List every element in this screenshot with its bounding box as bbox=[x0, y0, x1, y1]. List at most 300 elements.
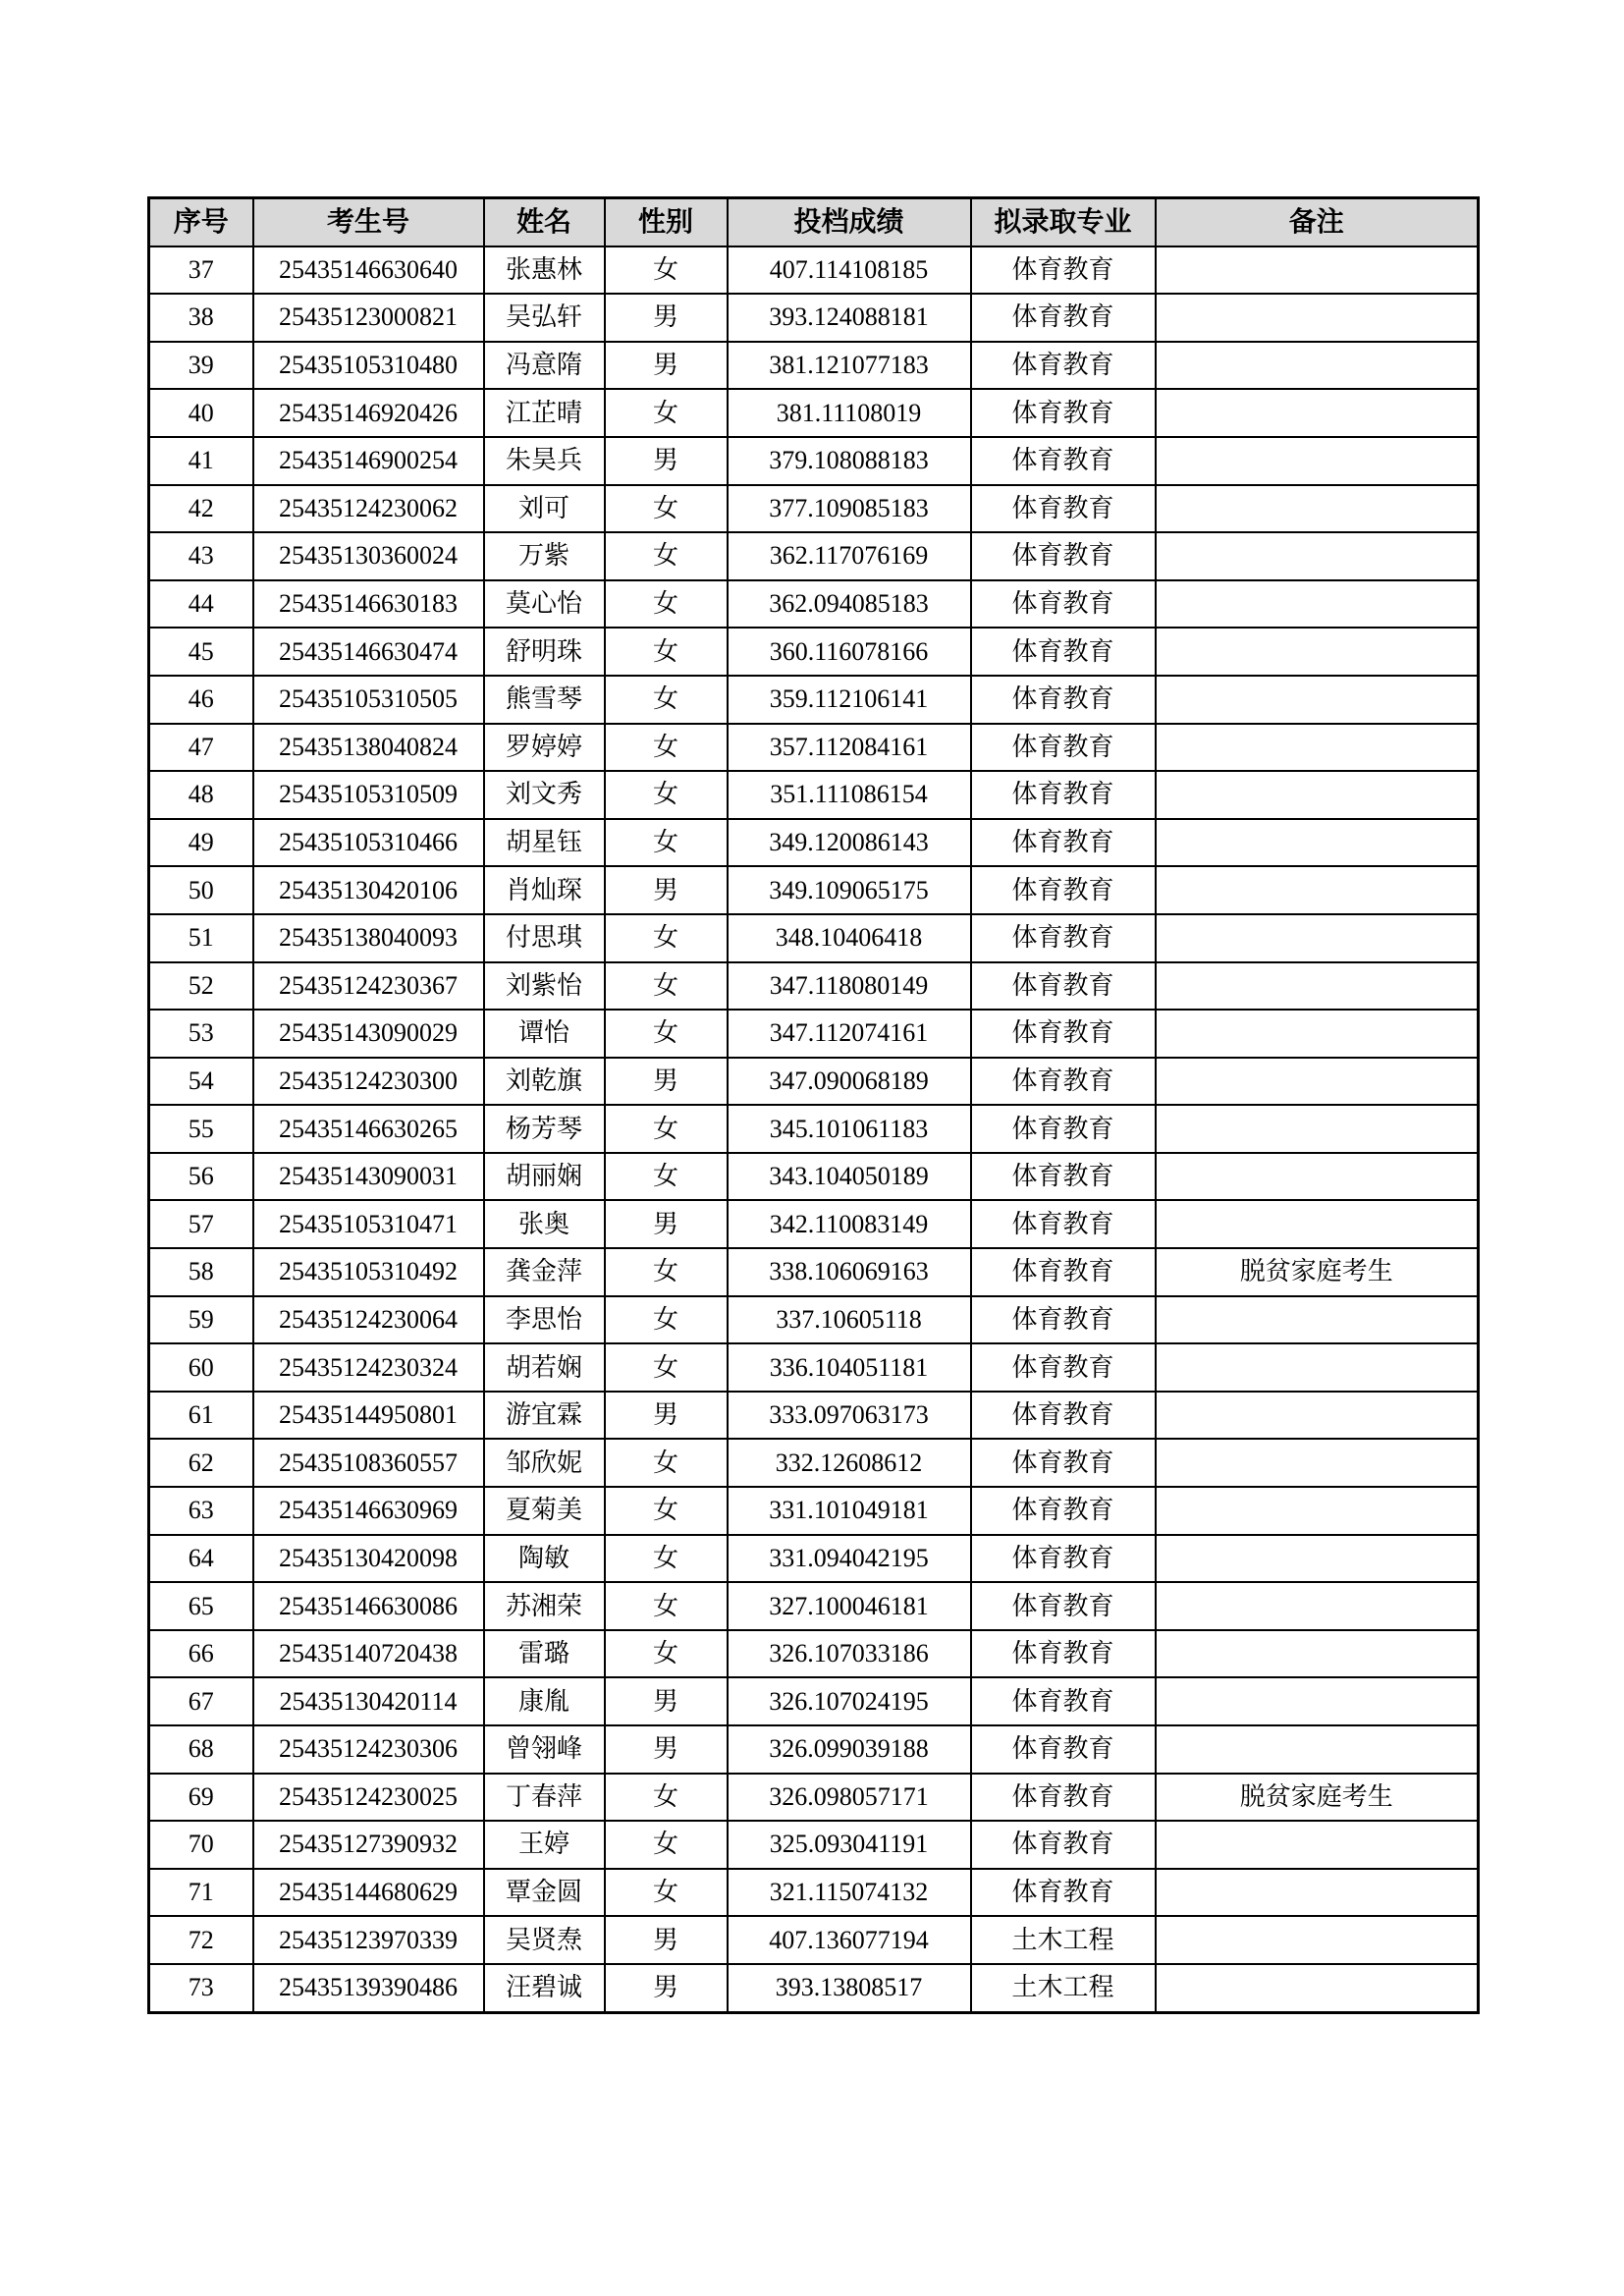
table-row bbox=[149, 1869, 1479, 1917]
cell-seq: 48 bbox=[149, 771, 253, 819]
cell-seq: 37 bbox=[149, 246, 253, 295]
cell-score: 342.110083149 bbox=[728, 1200, 971, 1248]
cell-gender: 女 bbox=[605, 485, 728, 533]
cell-score: 345.101061183 bbox=[728, 1105, 971, 1153]
cell-score: 347.112074161 bbox=[728, 1010, 971, 1058]
cell-exam-id: 25435105310480 bbox=[253, 342, 484, 390]
cell-seq: 64 bbox=[149, 1535, 253, 1583]
table-row bbox=[149, 1105, 1479, 1153]
header-note: 备注 bbox=[1156, 198, 1479, 246]
cell-major: 体育教育 bbox=[971, 532, 1156, 580]
cell-exam-id: 25435146630474 bbox=[253, 628, 484, 676]
table-row bbox=[149, 1153, 1479, 1201]
cell-note bbox=[1156, 1153, 1479, 1201]
cell-major: 体育教育 bbox=[971, 1821, 1156, 1869]
cell-major: 体育教育 bbox=[971, 1487, 1156, 1535]
table-row bbox=[149, 771, 1479, 819]
cell-seq: 49 bbox=[149, 819, 253, 867]
cell-major: 体育教育 bbox=[971, 1058, 1156, 1106]
cell-score: 336.104051181 bbox=[728, 1343, 971, 1392]
header-major: 拟录取专业 bbox=[971, 198, 1156, 246]
cell-name: 陶敏 bbox=[484, 1535, 605, 1583]
cell-exam-id: 25435124230300 bbox=[253, 1058, 484, 1106]
cell-exam-id: 25435146900254 bbox=[253, 437, 484, 485]
cell-major: 体育教育 bbox=[971, 1630, 1156, 1678]
cell-name: 李思怡 bbox=[484, 1296, 605, 1344]
cell-major: 体育教育 bbox=[971, 866, 1156, 914]
cell-exam-id: 25435130420098 bbox=[253, 1535, 484, 1583]
cell-name: 舒明珠 bbox=[484, 628, 605, 676]
cell-name: 朱昊兵 bbox=[484, 437, 605, 485]
cell-note bbox=[1156, 437, 1479, 485]
cell-major: 体育教育 bbox=[971, 962, 1156, 1011]
cell-major: 体育教育 bbox=[971, 437, 1156, 485]
cell-exam-id: 25435138040824 bbox=[253, 724, 484, 772]
cell-name: 万紫 bbox=[484, 532, 605, 580]
cell-name: 张惠林 bbox=[484, 246, 605, 295]
cell-score: 393.13808517 bbox=[728, 1964, 971, 2012]
cell-name: 熊雪琴 bbox=[484, 676, 605, 724]
cell-gender: 男 bbox=[605, 1916, 728, 1964]
cell-major: 体育教育 bbox=[971, 1200, 1156, 1248]
cell-seq: 46 bbox=[149, 676, 253, 724]
cell-exam-id: 25435144680629 bbox=[253, 1869, 484, 1917]
cell-gender: 女 bbox=[605, 1774, 728, 1822]
cell-gender: 男 bbox=[605, 1964, 728, 2012]
cell-score: 333.097063173 bbox=[728, 1392, 971, 1440]
table-row bbox=[149, 914, 1479, 962]
cell-note bbox=[1156, 914, 1479, 962]
cell-name: 雷璐 bbox=[484, 1630, 605, 1678]
table-row bbox=[149, 1487, 1479, 1535]
table-row bbox=[149, 962, 1479, 1011]
cell-gender: 女 bbox=[605, 914, 728, 962]
table-header bbox=[149, 198, 1479, 246]
table-row bbox=[149, 1725, 1479, 1774]
cell-gender: 女 bbox=[605, 1869, 728, 1917]
cell-name: 江芷晴 bbox=[484, 389, 605, 437]
cell-score: 331.101049181 bbox=[728, 1487, 971, 1535]
cell-note bbox=[1156, 1392, 1479, 1440]
cell-seq: 68 bbox=[149, 1725, 253, 1774]
cell-seq: 40 bbox=[149, 389, 253, 437]
cell-exam-id: 25435127390932 bbox=[253, 1821, 484, 1869]
cell-exam-id: 25435130360024 bbox=[253, 532, 484, 580]
cell-exam-id: 25435124230306 bbox=[253, 1725, 484, 1774]
cell-major: 体育教育 bbox=[971, 724, 1156, 772]
cell-gender: 女 bbox=[605, 676, 728, 724]
cell-exam-id: 25435105310466 bbox=[253, 819, 484, 867]
cell-score: 321.115074132 bbox=[728, 1869, 971, 1917]
header-row bbox=[149, 198, 1479, 246]
cell-note bbox=[1156, 1058, 1479, 1106]
cell-name: 胡星钰 bbox=[484, 819, 605, 867]
cell-score: 349.109065175 bbox=[728, 866, 971, 914]
cell-major: 体育教育 bbox=[971, 1105, 1156, 1153]
cell-name: 冯意隋 bbox=[484, 342, 605, 390]
table-row bbox=[149, 485, 1479, 533]
cell-note bbox=[1156, 1343, 1479, 1392]
cell-name: 苏湘荣 bbox=[484, 1582, 605, 1630]
cell-gender: 女 bbox=[605, 1535, 728, 1583]
table-row bbox=[149, 1774, 1479, 1822]
cell-seq: 39 bbox=[149, 342, 253, 390]
cell-name: 胡若娴 bbox=[484, 1343, 605, 1392]
cell-score: 338.106069163 bbox=[728, 1248, 971, 1296]
cell-name: 刘乾旗 bbox=[484, 1058, 605, 1106]
table-row bbox=[149, 1392, 1479, 1440]
cell-major: 体育教育 bbox=[971, 1153, 1156, 1201]
cell-seq: 67 bbox=[149, 1677, 253, 1725]
cell-name: 刘文秀 bbox=[484, 771, 605, 819]
cell-note bbox=[1156, 819, 1479, 867]
cell-seq: 44 bbox=[149, 580, 253, 629]
table-row bbox=[149, 1439, 1479, 1487]
cell-score: 360.116078166 bbox=[728, 628, 971, 676]
cell-major: 体育教育 bbox=[971, 485, 1156, 533]
cell-exam-id: 25435108360557 bbox=[253, 1439, 484, 1487]
cell-major: 体育教育 bbox=[971, 1439, 1156, 1487]
cell-score: 331.094042195 bbox=[728, 1535, 971, 1583]
cell-name: 刘紫怡 bbox=[484, 962, 605, 1011]
cell-name: 丁春萍 bbox=[484, 1774, 605, 1822]
cell-note bbox=[1156, 342, 1479, 390]
table-row bbox=[149, 294, 1479, 342]
cell-major: 体育教育 bbox=[971, 819, 1156, 867]
cell-major: 土木工程 bbox=[971, 1964, 1156, 2012]
cell-major: 体育教育 bbox=[971, 771, 1156, 819]
cell-major: 体育教育 bbox=[971, 1392, 1156, 1440]
table-row bbox=[149, 1200, 1479, 1248]
cell-seq: 58 bbox=[149, 1248, 253, 1296]
cell-name: 曾翎峰 bbox=[484, 1725, 605, 1774]
cell-major: 体育教育 bbox=[971, 580, 1156, 629]
cell-name: 王婷 bbox=[484, 1821, 605, 1869]
cell-score: 357.112084161 bbox=[728, 724, 971, 772]
cell-note bbox=[1156, 676, 1479, 724]
table-row bbox=[149, 1535, 1479, 1583]
cell-score: 326.098057171 bbox=[728, 1774, 971, 1822]
cell-major: 体育教育 bbox=[971, 1343, 1156, 1392]
cell-name: 吴贤焘 bbox=[484, 1916, 605, 1964]
header-gender: 性别 bbox=[605, 198, 728, 246]
table-row bbox=[149, 342, 1479, 390]
cell-major: 体育教育 bbox=[971, 1010, 1156, 1058]
cell-note bbox=[1156, 724, 1479, 772]
cell-name: 罗婷婷 bbox=[484, 724, 605, 772]
cell-score: 326.107024195 bbox=[728, 1677, 971, 1725]
table-row bbox=[149, 676, 1479, 724]
cell-exam-id: 25435146630640 bbox=[253, 246, 484, 295]
cell-note bbox=[1156, 389, 1479, 437]
cell-note bbox=[1156, 1916, 1479, 1964]
cell-note bbox=[1156, 1439, 1479, 1487]
cell-name: 康胤 bbox=[484, 1677, 605, 1725]
cell-note bbox=[1156, 246, 1479, 295]
table-row bbox=[149, 1343, 1479, 1392]
cell-name: 邹欣妮 bbox=[484, 1439, 605, 1487]
cell-seq: 71 bbox=[149, 1869, 253, 1917]
cell-name: 覃金圆 bbox=[484, 1869, 605, 1917]
cell-gender: 男 bbox=[605, 1058, 728, 1106]
table-row bbox=[149, 724, 1479, 772]
cell-name: 龚金萍 bbox=[484, 1248, 605, 1296]
cell-score: 325.093041191 bbox=[728, 1821, 971, 1869]
cell-score: 377.109085183 bbox=[728, 485, 971, 533]
cell-gender: 男 bbox=[605, 342, 728, 390]
cell-note bbox=[1156, 1869, 1479, 1917]
cell-seq: 59 bbox=[149, 1296, 253, 1344]
table-row bbox=[149, 1964, 1479, 2012]
table-row bbox=[149, 437, 1479, 485]
cell-exam-id: 25435123000821 bbox=[253, 294, 484, 342]
cell-seq: 56 bbox=[149, 1153, 253, 1201]
cell-major: 体育教育 bbox=[971, 294, 1156, 342]
table-row bbox=[149, 1630, 1479, 1678]
cell-seq: 69 bbox=[149, 1774, 253, 1822]
cell-major: 体育教育 bbox=[971, 628, 1156, 676]
cell-seq: 62 bbox=[149, 1439, 253, 1487]
cell-seq: 41 bbox=[149, 437, 253, 485]
cell-gender: 男 bbox=[605, 294, 728, 342]
cell-gender: 女 bbox=[605, 1439, 728, 1487]
cell-score: 393.124088181 bbox=[728, 294, 971, 342]
cell-note bbox=[1156, 580, 1479, 629]
cell-name: 刘可 bbox=[484, 485, 605, 533]
cell-seq: 55 bbox=[149, 1105, 253, 1153]
table-row bbox=[149, 1916, 1479, 1964]
cell-gender: 男 bbox=[605, 1200, 728, 1248]
cell-note bbox=[1156, 1964, 1479, 2012]
cell-exam-id: 25435105310505 bbox=[253, 676, 484, 724]
cell-seq: 43 bbox=[149, 532, 253, 580]
cell-gender: 男 bbox=[605, 866, 728, 914]
table-body bbox=[149, 246, 1479, 2012]
cell-exam-id: 25435124230324 bbox=[253, 1343, 484, 1392]
cell-score: 381.11108019 bbox=[728, 389, 971, 437]
table-row bbox=[149, 1582, 1479, 1630]
cell-note bbox=[1156, 1105, 1479, 1153]
cell-exam-id: 25435143090031 bbox=[253, 1153, 484, 1201]
cell-name: 吴弘轩 bbox=[484, 294, 605, 342]
header-seq: 序号 bbox=[149, 198, 253, 246]
cell-seq: 65 bbox=[149, 1582, 253, 1630]
cell-score: 407.114108185 bbox=[728, 246, 971, 295]
cell-major: 体育教育 bbox=[971, 1869, 1156, 1917]
cell-major: 体育教育 bbox=[971, 1677, 1156, 1725]
cell-seq: 45 bbox=[149, 628, 253, 676]
cell-exam-id: 25435139390486 bbox=[253, 1964, 484, 2012]
cell-gender: 女 bbox=[605, 246, 728, 295]
cell-exam-id: 25435105310492 bbox=[253, 1248, 484, 1296]
cell-gender: 女 bbox=[605, 1487, 728, 1535]
cell-note bbox=[1156, 1677, 1479, 1725]
cell-score: 359.112106141 bbox=[728, 676, 971, 724]
cell-gender: 女 bbox=[605, 532, 728, 580]
cell-seq: 70 bbox=[149, 1821, 253, 1869]
cell-name: 张奥 bbox=[484, 1200, 605, 1248]
cell-note bbox=[1156, 1200, 1479, 1248]
cell-gender: 女 bbox=[605, 580, 728, 629]
cell-seq: 60 bbox=[149, 1343, 253, 1392]
cell-major: 体育教育 bbox=[971, 1248, 1156, 1296]
cell-seq: 72 bbox=[149, 1916, 253, 1964]
cell-name: 莫心怡 bbox=[484, 580, 605, 629]
cell-name: 游宜霖 bbox=[484, 1392, 605, 1440]
cell-seq: 52 bbox=[149, 962, 253, 1011]
table-row bbox=[149, 580, 1479, 629]
cell-name: 杨芳琴 bbox=[484, 1105, 605, 1153]
cell-exam-id: 25435146630086 bbox=[253, 1582, 484, 1630]
cell-exam-id: 25435144950801 bbox=[253, 1392, 484, 1440]
cell-note: 脱贫家庭考生 bbox=[1156, 1774, 1479, 1822]
cell-gender: 女 bbox=[605, 1821, 728, 1869]
cell-score: 347.118080149 bbox=[728, 962, 971, 1011]
table-row bbox=[149, 819, 1479, 867]
cell-exam-id: 25435138040093 bbox=[253, 914, 484, 962]
cell-exam-id: 25435124230064 bbox=[253, 1296, 484, 1344]
cell-seq: 73 bbox=[149, 1964, 253, 2012]
cell-gender: 女 bbox=[605, 1010, 728, 1058]
cell-major: 体育教育 bbox=[971, 246, 1156, 295]
cell-name: 谭怡 bbox=[484, 1010, 605, 1058]
cell-score: 347.090068189 bbox=[728, 1058, 971, 1106]
cell-exam-id: 25435124230367 bbox=[253, 962, 484, 1011]
cell-exam-id: 25435146630969 bbox=[253, 1487, 484, 1535]
cell-name: 夏菊美 bbox=[484, 1487, 605, 1535]
cell-score: 362.117076169 bbox=[728, 532, 971, 580]
table-row bbox=[149, 1248, 1479, 1296]
cell-name: 汪碧诚 bbox=[484, 1964, 605, 2012]
cell-seq: 51 bbox=[149, 914, 253, 962]
cell-major: 体育教育 bbox=[971, 1725, 1156, 1774]
cell-gender: 女 bbox=[605, 1105, 728, 1153]
cell-seq: 38 bbox=[149, 294, 253, 342]
cell-note bbox=[1156, 1821, 1479, 1869]
cell-note bbox=[1156, 1296, 1479, 1344]
cell-seq: 61 bbox=[149, 1392, 253, 1440]
cell-gender: 女 bbox=[605, 1343, 728, 1392]
cell-note bbox=[1156, 1725, 1479, 1774]
cell-seq: 50 bbox=[149, 866, 253, 914]
cell-score: 351.111086154 bbox=[728, 771, 971, 819]
cell-note bbox=[1156, 1010, 1479, 1058]
cell-name: 胡丽娴 bbox=[484, 1153, 605, 1201]
table-row bbox=[149, 1010, 1479, 1058]
cell-major: 体育教育 bbox=[971, 1296, 1156, 1344]
cell-score: 349.120086143 bbox=[728, 819, 971, 867]
cell-exam-id: 25435105310509 bbox=[253, 771, 484, 819]
cell-note bbox=[1156, 628, 1479, 676]
cell-name: 肖灿琛 bbox=[484, 866, 605, 914]
cell-exam-id: 25435124230025 bbox=[253, 1774, 484, 1822]
table-row bbox=[149, 1821, 1479, 1869]
cell-score: 327.100046181 bbox=[728, 1582, 971, 1630]
cell-seq: 42 bbox=[149, 485, 253, 533]
cell-exam-id: 25435146630183 bbox=[253, 580, 484, 629]
table-row bbox=[149, 246, 1479, 295]
cell-seq: 57 bbox=[149, 1200, 253, 1248]
cell-gender: 女 bbox=[605, 389, 728, 437]
cell-score: 407.136077194 bbox=[728, 1916, 971, 1964]
cell-seq: 53 bbox=[149, 1010, 253, 1058]
table-row bbox=[149, 389, 1479, 437]
table-row bbox=[149, 1058, 1479, 1106]
cell-exam-id: 25435124230062 bbox=[253, 485, 484, 533]
cell-note bbox=[1156, 1535, 1479, 1583]
cell-gender: 女 bbox=[605, 724, 728, 772]
cell-major: 体育教育 bbox=[971, 1535, 1156, 1583]
cell-gender: 女 bbox=[605, 1153, 728, 1201]
table-row bbox=[149, 1677, 1479, 1725]
cell-score: 332.12608612 bbox=[728, 1439, 971, 1487]
cell-score: 326.099039188 bbox=[728, 1725, 971, 1774]
cell-gender: 女 bbox=[605, 1630, 728, 1678]
cell-note bbox=[1156, 294, 1479, 342]
cell-note bbox=[1156, 485, 1479, 533]
cell-seq: 63 bbox=[149, 1487, 253, 1535]
cell-major: 体育教育 bbox=[971, 676, 1156, 724]
cell-gender: 女 bbox=[605, 1582, 728, 1630]
cell-exam-id: 25435140720438 bbox=[253, 1630, 484, 1678]
cell-gender: 男 bbox=[605, 437, 728, 485]
cell-score: 362.094085183 bbox=[728, 580, 971, 629]
cell-seq: 66 bbox=[149, 1630, 253, 1678]
header-name: 姓名 bbox=[484, 198, 605, 246]
cell-score: 381.121077183 bbox=[728, 342, 971, 390]
cell-note bbox=[1156, 532, 1479, 580]
cell-note bbox=[1156, 962, 1479, 1011]
cell-score: 379.108088183 bbox=[728, 437, 971, 485]
cell-note bbox=[1156, 1487, 1479, 1535]
cell-score: 326.107033186 bbox=[728, 1630, 971, 1678]
header-exam-id: 考生号 bbox=[253, 198, 484, 246]
admission-table-container bbox=[147, 196, 1477, 2014]
table-row bbox=[149, 532, 1479, 580]
header-score: 投档成绩 bbox=[728, 198, 971, 246]
cell-major: 体育教育 bbox=[971, 914, 1156, 962]
cell-gender: 男 bbox=[605, 1725, 728, 1774]
cell-exam-id: 25435123970339 bbox=[253, 1916, 484, 1964]
cell-name: 付思琪 bbox=[484, 914, 605, 962]
cell-major: 土木工程 bbox=[971, 1916, 1156, 1964]
cell-major: 体育教育 bbox=[971, 1582, 1156, 1630]
cell-seq: 54 bbox=[149, 1058, 253, 1106]
admission-table bbox=[147, 196, 1480, 2014]
cell-note: 脱贫家庭考生 bbox=[1156, 1248, 1479, 1296]
cell-score: 343.104050189 bbox=[728, 1153, 971, 1201]
cell-note bbox=[1156, 1630, 1479, 1678]
cell-gender: 女 bbox=[605, 628, 728, 676]
cell-score: 348.10406418 bbox=[728, 914, 971, 962]
cell-gender: 女 bbox=[605, 1296, 728, 1344]
cell-score: 337.10605118 bbox=[728, 1296, 971, 1344]
table-row bbox=[149, 866, 1479, 914]
cell-exam-id: 25435130420106 bbox=[253, 866, 484, 914]
cell-exam-id: 25435146920426 bbox=[253, 389, 484, 437]
cell-exam-id: 25435143090029 bbox=[253, 1010, 484, 1058]
cell-gender: 女 bbox=[605, 1248, 728, 1296]
cell-exam-id: 25435130420114 bbox=[253, 1677, 484, 1725]
cell-major: 体育教育 bbox=[971, 342, 1156, 390]
table-row bbox=[149, 1296, 1479, 1344]
cell-major: 体育教育 bbox=[971, 1774, 1156, 1822]
cell-note bbox=[1156, 771, 1479, 819]
cell-exam-id: 25435146630265 bbox=[253, 1105, 484, 1153]
cell-exam-id: 25435105310471 bbox=[253, 1200, 484, 1248]
cell-seq: 47 bbox=[149, 724, 253, 772]
cell-note bbox=[1156, 1582, 1479, 1630]
